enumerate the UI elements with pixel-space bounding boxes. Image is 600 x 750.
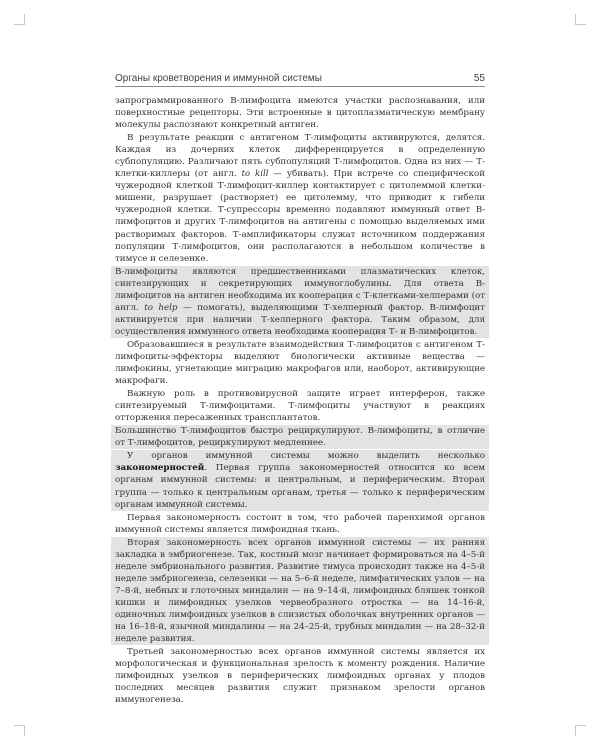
header-rule [115, 86, 485, 87]
paragraph [115, 388, 485, 424]
page-body [115, 95, 485, 707]
text-run: В результате реакции с антигеном Т-лимфоциты активируются, делятся. Каждая из дочерних клеток дифференцируется в определенную субпопуляцию. Различают пять субпопуляций Т-лимфоцитов. Одна из них — Т-клетки-киллеры (от англ. [115, 133, 485, 180]
text-run: — помогать), выделяющими Т-хелперный фактор. В-лимфоцит активируется при наличии Т-хелперного фактора. Таким образом, для осуществления иммунного ответа необходима кооперация Т- и В-лимфоцитов. [115, 302, 485, 337]
paragraph [111, 425, 489, 449]
text-run: Образовавшиеся в результате взаимодействия Т-лимфоцитов с антигеном Т-лимфоциты-эффекторы выделяют биологически активные вещества — лимфокины, угнетающие миграцию макрофагов или, наоборот, активирующие макрофаги. [115, 339, 485, 387]
text-run: В-лимфоциты являются предшественниками плазматических клеток, синтезирующих и секретирующих иммуноглобулины. Для ответа В-лимфоцитов на антиген необходима их кооперация с Т-клетками-хелперами (от англ. [115, 266, 485, 313]
crop-mark-bottom-right [575, 725, 586, 736]
text-run: — убивать). При встрече со специфической чужеродной клеткой Т-лимфоцит-киллер контактирует с цитолеммой клетки-мишени, разрушает (растворяет) ее цитолемму, что приводит к гибели чужеродной клетки. Т-супрессоры временно подавляют иммунный ответ В-лимфоцитов и других Т-лимфоцитов на антигены с помощью выделяемых ими растворимых факторов. Т-амплификаторы служат источником поддержания популяции Т-лимфоцитов, они располагаются в небольшом количестве в тимусе и селезенке. [115, 169, 485, 264]
crop-mark-top-left [14, 14, 25, 25]
italic-term: to kill [241, 169, 269, 180]
text-run: У органов иммунной системы можно выделить несколько [127, 451, 485, 462]
page-number: 55 [473, 73, 485, 84]
paragraph [115, 512, 485, 536]
paragraph [115, 646, 485, 706]
text-run: Вторая закономерность всех органов иммунной системы — их ранняя закладка в эмбриогенезе. Так, костный мозг начинает формироваться на 4–5-й неделе эмбрионального развития. Развитие тимуса происходит также на 4–5-й неделе эмбриогенеза, селезенки — на 5–6-й неделе, лимфатических узлов — на 7–8-й, небных и глоточных миндалин — на 9–14-й, лимфоидных бляшек тонкой кишки и лимфоидных узелков червеобразного отростка — на 14–16-й, одиночных лимфоидных узелков в слизистых оболочках внутренних органов — на 16–18-й, язычной миндалины — на 24–25-й, трубных миндалин — на 28–32-й неделе развития. [115, 537, 485, 645]
bold-term: закономерностей [115, 463, 205, 474]
paragraph [115, 339, 485, 387]
paragraph [111, 537, 489, 645]
paragraph [111, 450, 489, 510]
text-run: Большинство Т-лимфоцитов быстро рециркулируют. В-лимфоциты, в отличие от Т-лимфоцитов, рециркулируют медленнее. [115, 426, 485, 449]
paragraph [115, 132, 485, 265]
text-run: Третьей закономерностью всех органов иммунной системы является их морфологическая и функциональная зрелость к моменту рождения. Наличие лимфоидных узелков в периферических лимфоидных органах у плодов последних месяцев развития служит признаком зрелости органов иммуногенеза. [115, 647, 485, 706]
running-header [115, 70, 485, 84]
paragraph [111, 266, 489, 338]
text-run: запрограммированного В-лимфоцита имеются участки распознавания, или поверхностные рецепторы. Эти встроенные в цитоплазматическую мембрану молекулы распознают конкретный антиген. [115, 96, 485, 131]
crop-mark-top-right [575, 14, 586, 25]
italic-term: to help [144, 302, 178, 313]
text-run: Первая закономерность состоит в том, что рабочей паренхимой органов иммунной системы является лимфоидная ткань. [115, 512, 485, 535]
paragraph [115, 95, 485, 131]
crop-mark-bottom-left [14, 725, 25, 736]
text-run: . Первая группа закономерностей относится ко всем органам иммунной системы: и центральным, и периферическим. Вторая группа — только к центральным органам, третья — только к периферическим органам иммунной системы. [115, 463, 485, 510]
text-run: Важную роль в противовирусной защите играет интерферон, также синтезируемый Т-лимфоцитами. Т-лимфоциты участвуют в реакциях отторжения пересаженных трансплантатов. [115, 389, 485, 424]
running-header-title: Органы кроветворения и иммунной системы [115, 73, 322, 84]
